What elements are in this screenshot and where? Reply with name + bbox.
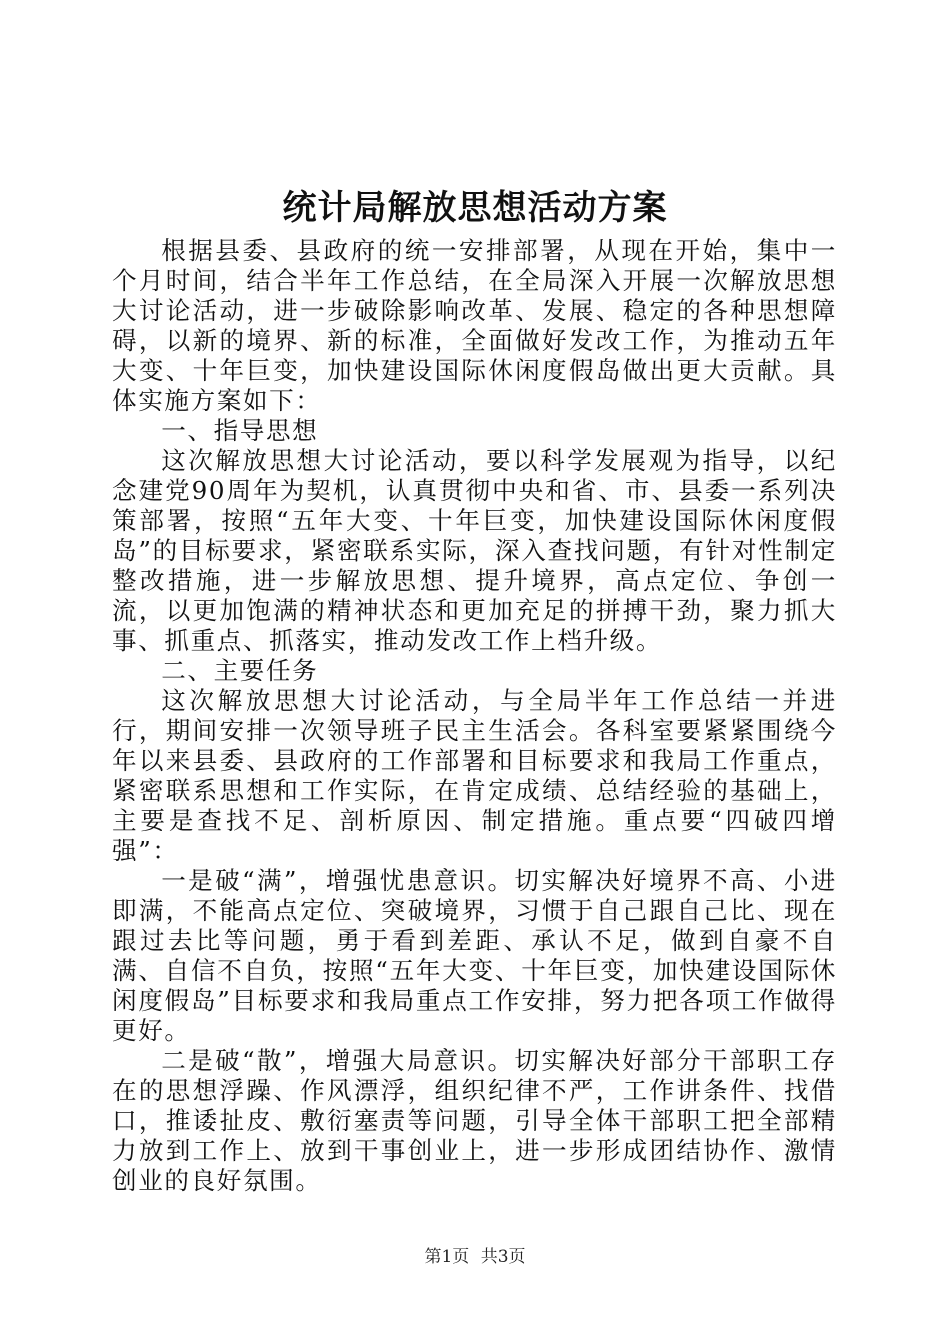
page-total: 共3页 (480, 1247, 526, 1267)
section-heading-main-tasks: 二、主要任务 (161, 656, 319, 685)
task-one-paragraph: 一是破“满”，增强忧患意识。切实解决好境界不高、小进即满，不能高点定位、突破境界，习惯于自己跟自己比、现在跟过去比等问题，勇于看到差距、承认不足，做到自豪不自满、自信不自负，按照“五年大变、十年巨变，加快建设国际休闲度假岛”目标要求和我局重点工作安排，努力把各项工作做得更好。 (112, 866, 837, 1045)
document-body (112, 236, 837, 1196)
task-two-paragraph: 二是破“散”，增强大局意识。切实解决好部分干部职工存在的思想浮躁、作风漂浮，组织纪律不严，工作讲条件、找借口，推诿扯皮、敷衍塞责等问题，引导全体干部职工把全部精力放到工作上、放到干事创业上，进一步形成团结协作、激情创业的良好氛围。 (112, 1046, 837, 1195)
page-number: 第1页 (424, 1247, 470, 1267)
document-title: 统计局解放思想活动方案 (282, 188, 668, 228)
page-footer (0, 1246, 950, 1268)
main-tasks-paragraph: 这次解放思想大讨论活动，与全局半年工作总结一并进行，期间安排一次领导班子民主生活会。各科室要紧紧围绕今年以来县委、县政府的工作部署和目标要求和我局工作重点，紧密联系思想和工作实际，在肯定成绩、总结经验的基础上，主要是查找不足、剖析原因、制定措施。重点要“四破四增强”： (112, 686, 837, 865)
intro-paragraph: 根据县委、县政府的统一安排部署，从现在开始，集中一个月时间，结合半年工作总结，在全局深入开展一次解放思想大讨论活动，进一步破除影响改革、发展、稳定的各种思想障碍，以新的境界、新的标准，全面做好发改工作，为推动五年大变、十年巨变，加快建设国际休闲度假岛做出更大贡献。具体实施方案如下： (112, 236, 837, 415)
guiding-thought-paragraph: 这次解放思想大讨论活动，要以科学发展观为指导，以纪念建党90周年为契机，认真贯彻中央和省、市、县委一系列决策部署，按照“五年大变、十年巨变，加快建设国际休闲度假岛”的目标要求，紧密联系实际，深入查找问题，有针对性制定整改措施，进一步解放思想、提升境界，高点定位、争创一流，以更加饱满的精神状态和更加充足的拼搏干劲，聚力抓大事、抓重点、抓落实，推动发改工作上档升级。 (112, 446, 837, 655)
section-heading-guiding-thought: 一、指导思想 (161, 416, 319, 445)
